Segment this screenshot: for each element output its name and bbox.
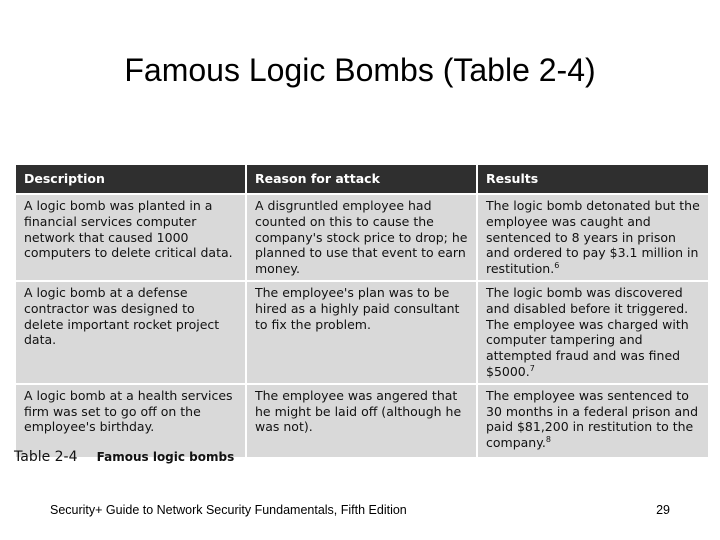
slide-title: Famous Logic Bombs (Table 2-4) — [124, 52, 596, 88]
cell-results — [477, 281, 709, 384]
footnote-marker: 8 — [545, 435, 551, 444]
header-description: Description — [15, 164, 246, 194]
table-caption — [14, 446, 234, 465]
cell-reason: The employee's plan was to be hired as a highly paid consultant to fix the problem. — [246, 281, 477, 384]
caption-number: Table 2-4 — [14, 449, 78, 465]
page-number: 29 — [656, 503, 670, 517]
cell-results — [477, 384, 709, 458]
footnote-marker: 6 — [554, 261, 560, 271]
cell-description: A logic bomb at a defense contractor was designed to delete important rocket project data. — [15, 281, 246, 384]
cell-description: A logic bomb was planted in a financial services computer network that caused 1000 computers to delete critical data. — [15, 194, 246, 281]
table-row — [15, 194, 709, 281]
header-reason: Reason for attack — [246, 164, 477, 194]
caption-text: Famous logic bombs — [96, 450, 235, 464]
cell-results — [477, 194, 709, 281]
results-text: The employee was sentenced to 30 months in a federal prison and paid $81,200 in restitution to the company. — [486, 387, 699, 451]
slide-footer: Security+ Guide to Network Security Fundamentals, Fifth Edition — [50, 503, 407, 517]
cell-reason: The employee was angered that he might be laid off (although he was not). — [246, 384, 477, 458]
table-row — [15, 281, 709, 384]
cell-reason: A disgruntled employee had counted on this to cause the company's stock price to drop; he planned to use that event to earn money. — [246, 194, 477, 281]
table-header-row — [15, 164, 709, 194]
logic-bombs-table-container — [14, 163, 708, 459]
footnote-marker: 7 — [529, 363, 535, 373]
cell-description: A logic bomb at a health services firm was set to go off on the employee's birthday. — [15, 384, 246, 458]
results-text: The logic bomb was discovered and disabled before it triggered. The employee was charged with computer tampering and attempted fraud and was fined $5000. — [486, 284, 689, 379]
logic-bombs-table — [14, 163, 710, 459]
results-text: The logic bomb detonated but the employee was caught and sentenced to 8 years in prison and ordered to pay $3.1 million in restitution. — [486, 198, 700, 277]
header-results: Results — [477, 164, 709, 194]
